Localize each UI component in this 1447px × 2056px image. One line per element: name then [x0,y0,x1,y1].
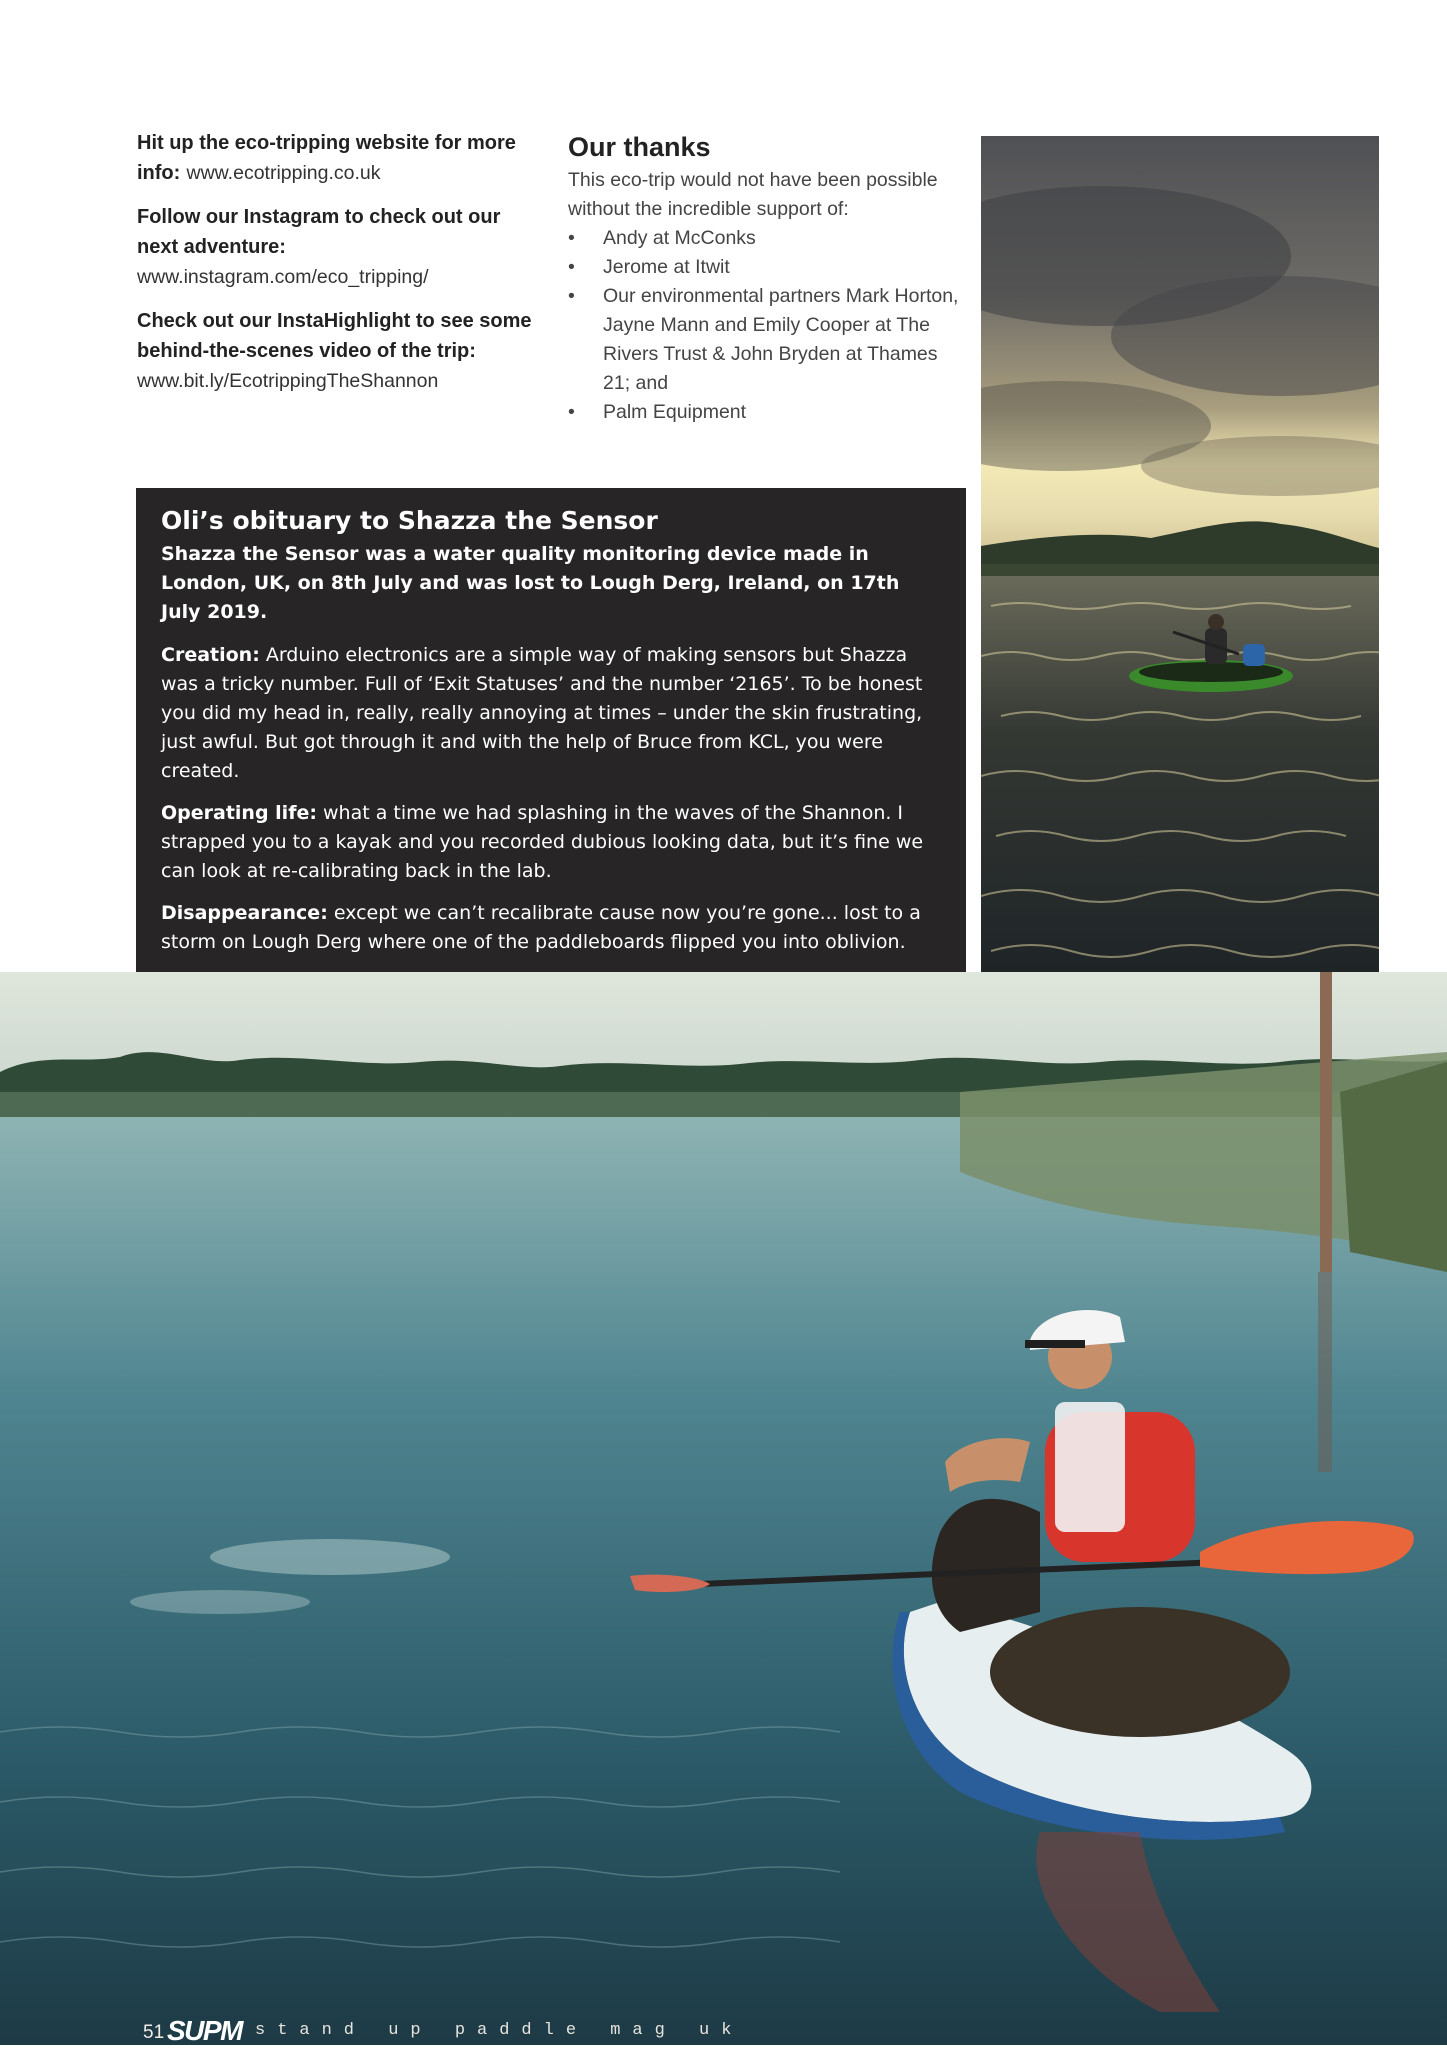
instagram-label: Follow our Instagram to check out our next adventure: [137,206,501,258]
bullet-icon: • [568,256,575,278]
thanks-item-text: Andy at McConks [603,227,756,249]
thanks-item-text: Our environmental partners Mark Horton, Jayne Mann and Emily Cooper at The Rivers Trust & John Bryden at Thames 21; and [603,285,959,394]
obituary-box [136,488,966,972]
highlight-link[interactable]: www.bit.ly/EcotrippingTheShannon [137,370,439,392]
section-text: except we can’t recalibrate cause now you’re gone... lost to a storm on Lough Derg where one of the paddleboards flipped you into oblivion. [161,902,921,953]
website-label: Hit up the eco-tripping website for more info: [137,132,516,184]
section-label: Operating life: [161,802,317,824]
instagram-info [137,202,547,292]
thanks-item [568,224,960,253]
instagram-link[interactable]: www.instagram.com/eco_tripping/ [137,266,429,288]
page-number: 51 [143,2022,165,2043]
section-label: Creation: [161,644,260,666]
website-link[interactable]: www.ecotripping.co.uk [186,162,381,184]
thanks-list [568,224,960,427]
magazine-tagline: stand up paddle mag uk [255,2021,744,2040]
river-paddleboard-photo [0,972,1447,2045]
obituary-disappearance [161,899,938,957]
obituary-operating-life [161,799,938,886]
bullet-icon: • [568,227,575,249]
page-footer [143,2015,1043,2056]
thanks-item [568,282,960,398]
obituary-lead: Shazza the Sensor was a water quality monitoring device made in London, UK, on 8th July and was lost to Lough Derg, Ireland, on 17th July 2019. [161,543,900,623]
sunset-photo-svg [981,136,1379,972]
river-photo-svg [0,972,1447,2045]
thanks-intro: This eco-trip would not have been possible without the incredible support of: [568,169,938,220]
website-info [137,128,547,188]
thanks-item-text: Jerome at Itwit [603,256,730,278]
bullet-icon: • [568,285,575,307]
highlight-info [137,306,547,396]
thanks-section [568,128,960,427]
thanks-title: Our thanks [568,132,711,162]
obituary-title: Oli’s obituary to Shazza the Sensor [161,506,658,535]
sunset-kayak-photo [981,136,1379,972]
section-text: Arduino electronics are a simple way of making sensors but Shazza was a tricky number. Full of ‘Exit Statuses’ and the number ‘2165’. To be honest you did my head in, really, really annoying at times – under the skin frustrating, just awful. But got through it and with the help of Bruce from KCL, you were created. [161,644,923,782]
bullet-icon: • [568,401,575,423]
info-column [137,128,547,410]
section-label: Disappearance: [161,902,328,924]
section-text: what a time we had splashing in the waves of the Shannon. I strapped you to a kayak and you recorded dubious looking data, but it’s fine we can look at re-calibrating back in the lab. [161,802,924,882]
thanks-item [568,398,960,427]
thanks-item [568,253,960,282]
thanks-item-text: Palm Equipment [603,401,747,423]
obituary-creation [161,641,938,786]
highlight-label: Check out our InstaHighlight to see some behind-the-scenes video of the trip: [137,310,532,362]
brand-logo: SUPM [167,2015,242,2046]
